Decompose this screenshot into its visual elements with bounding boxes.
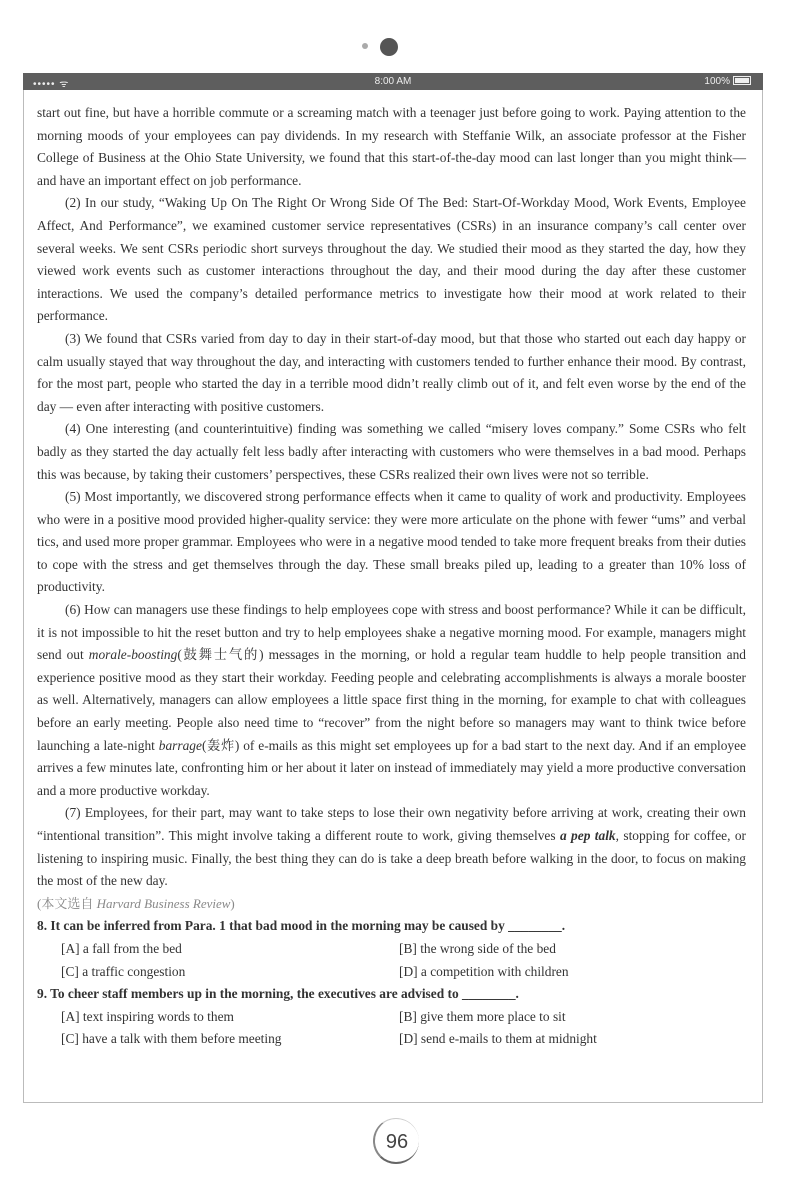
paragraph-2: (2) In our study, “Waking Up On The Right Or Wrong Side Of The Bed: Start-Of-Workday Mood, Work Events, Employee Affect, And Performance”, we examined customer service representatives (CSRs) in an insurance company’s call center over several weeks. We sent CSRs periodic short surveys throughout the day. We studied their mood as they started the day, how they viewed work events such as customer interactions throughout the day, and their mood during the day after these customer interactions. We used the company’s detailed performance metrics to investigate how their mood at work related to their performance. [37,195,746,324]
option-d[interactable]: [D] send e-mails to them at midnight [399,1031,597,1047]
question-9 [37,983,746,1051]
status-bar [23,73,763,90]
paragraph-5: (5) Most importantly, we discovered strong performance effects when it came to quality of work and productivity. Employees who were in a positive mood provided higher-quality service: they were more articulate on the phone with fewer “ums” and verbal tics, and used more proper grammar. Employees who were in a negative mood tended to take more frequent breaks from their duties to cope with the stress and get themselves through the day. These small breaks piled up, leading to a greater than 10% loss of productivity. [37,489,746,595]
paragraph-7 [37,802,746,892]
text: ) [230,895,235,911]
clock: 8:00 AM [374,76,412,87]
option-a[interactable]: [A] text inspiring words to them [61,1008,234,1024]
vocab-term: barrage [158,737,202,753]
camera-icon [380,38,398,56]
question-stem: 9. To cheer staff members up in the morning, the executives are advised to ________. [37,986,519,1002]
vocab-term: morale-boosting [88,647,178,663]
sensor-dot [362,43,368,49]
paragraph-3: (3) We found that CSRs varied from day to day in their start-of-day mood, but that those who started out each day happy or calm usually stayed that way throughout the day, and interacting with customers tended to further enhance their mood. By contrast, for the most part, people who started the day in a terrible mood didn’t really climb out of it, and felt even worse by the end of the day — even after interacting with positive customers. [37,330,746,414]
signal-wifi-icon: ••••• ᯤ [33,79,70,90]
paragraph-6 [37,599,746,802]
option-b[interactable]: [B] give them more place to sit [399,1008,566,1024]
option-b[interactable]: [B] the wrong side of the bed [399,940,556,956]
question-8 [37,915,746,983]
text: , stopping for coffee, or listening to inspiring music. Finally, the best thing they can do is take a deep breath before walking in the door, to focus on making the most of the new day. [37,828,746,889]
battery-status [704,76,751,87]
text: of e-mails as this might set employees up for a bad start to the next day. And if an employee arrives a few minutes late, confronting him or her about it later on instead of immediately may yield a more productive conversation and a more productive workday. [37,737,747,798]
vocab-term: a pep talk [559,828,616,843]
option-c[interactable]: [C] a traffic congestion [61,963,186,979]
reading-passage [37,102,746,1051]
text: (本文选自 [37,895,97,911]
battery-icon [733,76,751,85]
question-stem: 8. It can be inferred from Para. 1 that bad mood in the morning may be caused by ________. [37,918,566,934]
gloss: (鼓舞士气的) [177,647,264,663]
option-a[interactable]: [A] a fall from the bed [61,940,182,956]
option-d[interactable]: [D] a competition with children [399,963,569,979]
paragraph-1: start out fine, but have a horrible commute or a screaming match with a teenager just before going to work. Paying attention to the morning moods of your employees can pay dividends. In my research with Steffanie Wilk, an associate professor at the Fisher College of Business at the Ohio State University, we found that this start-of-the-day mood can last longer than you might think—and have an important effect on job performance. [37,105,746,188]
option-c[interactable]: [C] have a talk with them before meeting [61,1031,282,1047]
paragraph-4: (4) One interesting (and counterintuitive) finding was something we called “misery loves company.” Some CSRs who felt badly as they started the day actually felt less badly after interacting with customers who were themselves in a bad mood. Perhaps this was because, by taking their customers’ perspectives, these CSRs realized their own lives were not so terrible. [37,421,746,482]
battery-percent: 100% [704,76,730,87]
text: messages in the morning, or hold a regular team huddle to help people transition and experience positive mood as they start their workday. Feeding people and celebrating accomplishments is always a morale booster as well. Alternatively, managers can allow employees a little space first thing in the morning, for example to chat with colleagues before an early meeting. People also need time to “recover” from the night before so managers may want to think twice before launching a late-night [37,647,746,753]
text: (6) How can managers use these findings to help employees cope with stress and boost performance? While it can be difficult, it is not impossible to hit the reset button and try to help employees shake a negative morning mood. For example, managers might send out [37,602,746,663]
gloss: (轰炸) [201,737,240,753]
text: (7) Employees, for their part, may want to take steps to lose their own negativity before arriving at work, creating their own “intentional transition”. This might involve taking a different route to work, giving themselves [37,805,746,843]
page-number: 96 [373,1118,419,1164]
source-citation [37,893,746,916]
source-title: Harvard Business Review [96,895,231,911]
